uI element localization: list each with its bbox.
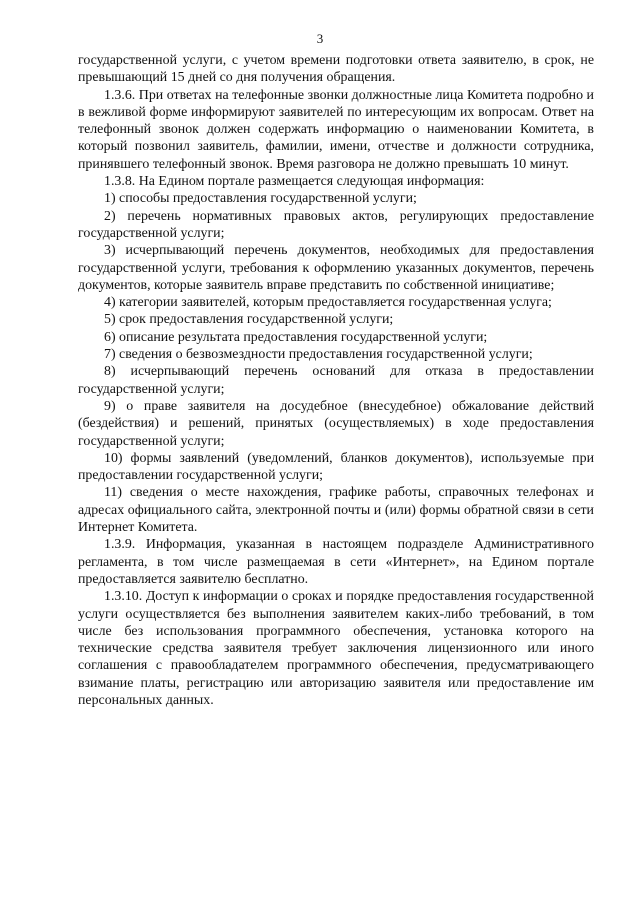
paragraph-1-3-6: 1.3.6. При ответах на телефонные звонки должностные лица Комитета подробно и в вежливой форме информируют заявителей по интересующим их вопросам. Ответ на телефонный звонок должен содержать информацию о наименовании Комитета, в который позвонил заявитель, фамилии, имени, отчестве и должности сотрудника, принявшего телефонный звонок. Время разговора не должно превышать 10 минут. [78,87,594,172]
page-number: 3 [316,31,324,46]
paragraph-1-3-9: 1.3.9. Информация, указанная в настоящем подразделе Административного регламента, в том числе размещаемая в сети «Интернет», на Едином портале предоставляется заявителю бесплатно. [78,537,594,587]
list-item: 3) исчерпывающий перечень документов, необходимых для предоставления государственной услуги, требования к оформлению указанных документов, перечень документов, которые заявитель вправе представить по собственной инициативе; [78,243,594,293]
list-item: 7) сведения о безвозмездности предоставления государственной услуги; [104,347,533,363]
paragraph-1-3-10: 1.3.10. Доступ к информации о сроках и порядке предоставления государственной услуги осуществляется без выполнения заявителем каких-либо требований, в том числе без использования программного обеспечения, установка которого на технические средства заявителя требует заключения лицензионного или иного соглашения с правообладателем программного обеспечения, предусматривающего взимание платы, регистрацию или авторизацию заявителя или предоставление им персональных данных. [78,589,594,708]
document-body [78,52,594,709]
list-item: 11) сведения о месте нахождения, графике работы, справочных телефонах и адресах официального сайта, электронной почты и (или) формы обратной связи в сети Интернет Комитета. [78,485,594,536]
list-item: 1) способы предоставления государственной услуги; [104,191,417,207]
list-item: 5) срок предоставления государственной услуги; [104,312,394,328]
list-item: 10) формы заявлений (уведомлений, бланков документов), используемые при предоставлении государственной услуги; [78,450,594,484]
list-item: 6) описание результата предоставления государственной услуги; [104,329,488,345]
list-item: 9) о праве заявителя на досудебное (внесудебное) обжалование действий (бездействия) и решений, принятых (осуществляемых) в ходе предоставления государственной услуги; [78,398,594,449]
paragraph-1-3-8: 1.3.8. На Едином портале размещается следующая информация: [104,174,485,190]
list-item: 2) перечень нормативных правовых актов, регулирующих предоставление государственной услуги; [78,208,594,241]
list-item: 8) исчерпывающий перечень оснований для отказа в предоставлении государственной услуги; [78,364,594,397]
list-item: 4) категории заявителей, которым предоставляется государственная услуга; [104,295,552,311]
paragraph-continuation: государственной услуги, с учетом времени подготовки ответа заявителю, в срок, не превышающий 15 дней со дня получения обращения. [78,53,594,86]
